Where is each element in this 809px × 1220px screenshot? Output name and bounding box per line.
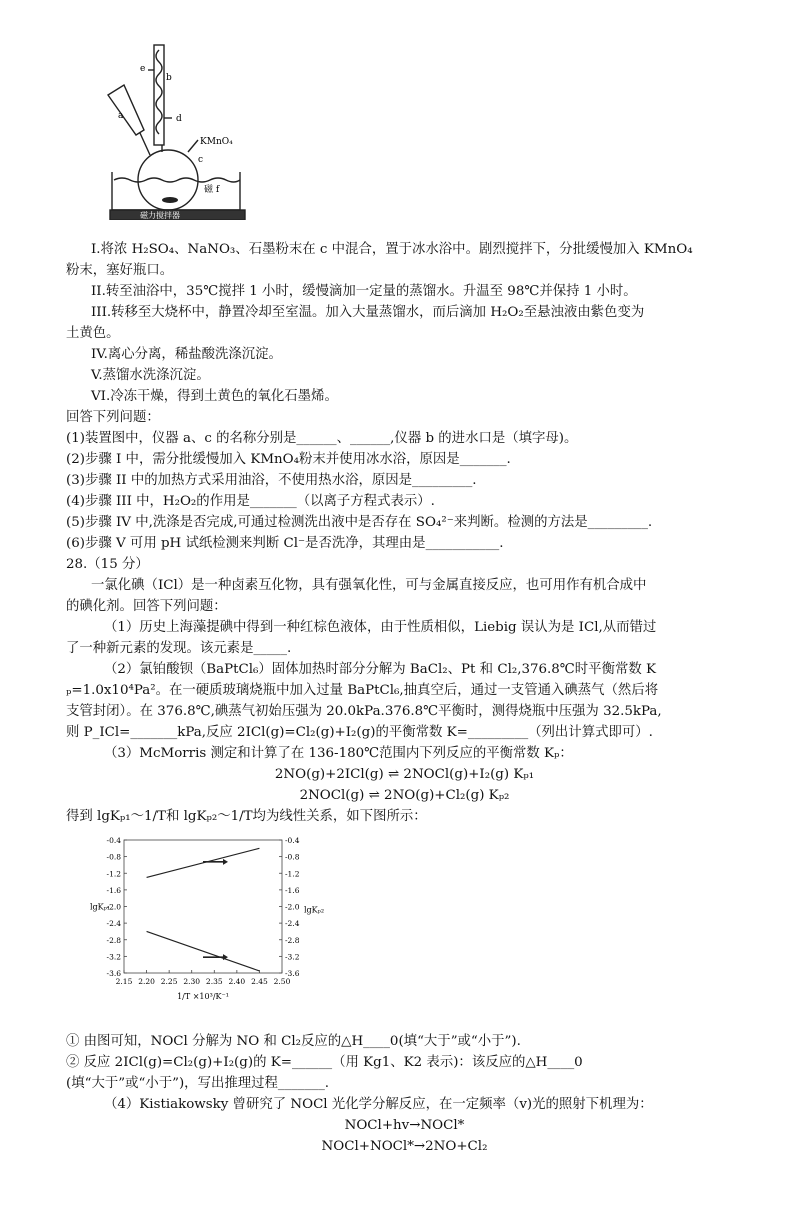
step-line: I.将浓 H₂SO₄、NaNO₃、石墨粉末在 c 中混合，置于冰水浴中。剧烈搅拌下，分批缓慢加入 KMnO₄ <box>91 242 693 257</box>
y-tick-label-right: -1.6 <box>285 885 300 895</box>
y-tick-label-right: -1.2 <box>285 869 300 879</box>
condenser-b <box>154 45 164 145</box>
y-tick-label-left: -3.6 <box>106 969 121 978</box>
x-tick-label: 2.50 <box>273 977 291 986</box>
y-tick-label-left: -3.2 <box>106 952 121 962</box>
q27-item: (4)步骤 III 中，H₂O₂的作用是_______（以离子方程式表示）. <box>66 494 435 509</box>
label-kmno4: KMnO₄ <box>200 137 233 147</box>
y-axis-label-right: lgKₚ₂ <box>304 905 325 915</box>
x-tick-label: 2.20 <box>138 977 155 986</box>
step-line: IV.离心分离，稀盐酸洗涤沉淀。 <box>91 347 282 362</box>
y-tick-label-right: -0.4 <box>285 836 300 845</box>
y-axis-label-left: lgKₚ₁ <box>90 902 111 912</box>
q27-item: (1)装置图中，仪器 a、c 的名称分别是______、______,仪器 b 的进水口是（填字母)。 <box>66 431 578 446</box>
q28-p1: 了一种新元素的发现。该元素是_____. <box>66 641 292 656</box>
y-tick-label-left: -0.8 <box>106 852 121 862</box>
y-tick-label-left: -1.6 <box>106 885 121 895</box>
y-tick-label-right: -0.8 <box>285 852 300 862</box>
label-b: b <box>166 73 172 83</box>
x-tick-label: 2.25 <box>160 977 178 986</box>
y-tick-label-right: -2.4 <box>285 919 300 929</box>
q27-item: (3)步骤 II 中的加热方式采用油浴，不使用热水浴，原因是_________. <box>66 473 477 488</box>
q28-p3: 得到 lgKₚ₁～1/T和 lgKₚ₂～1/T均为线性关系，如下图所示： <box>66 809 427 824</box>
y-tick-label-left: -2.4 <box>106 919 121 929</box>
x-tick-label: 2.30 <box>183 977 201 986</box>
series-line-lgKp1 <box>147 931 260 970</box>
y-tick-label-right: -3.6 <box>285 969 300 978</box>
q28-intro: 一氯化碘（ICl）是一种卤素互化物，具有强氧化性，可与金属直接反应，也可用作有机合成中 <box>91 578 647 593</box>
x-tick-label: 2.15 <box>115 977 133 986</box>
q27-item: (6)步骤 V 可用 pH 试纸检测来判断 Cl⁻是否洗净，其理由是___________. <box>66 536 504 551</box>
q28-s2: (填“大于”或“小于”)，写出推理过程_______. <box>66 1076 330 1091</box>
step-line: VI.冷冻干燥，得到土黄色的氧化石墨烯。 <box>91 389 338 404</box>
apparatus-diagram <box>100 40 270 220</box>
label-f: 磁 f <box>204 185 220 195</box>
step-line: 粉末，塞好瓶口。 <box>66 263 174 278</box>
x-axis-label: 1/T ×10³/K⁻¹ <box>177 992 229 1001</box>
q27-intro: 回答下列问题： <box>66 410 160 425</box>
step-line: 土黄色。 <box>66 326 120 341</box>
q28-s2: ② 反应 2ICl(g)=Cl₂(g)+I₂(g)的 K=______（用 Kg1、K2 表示)：该反应的△H____0 <box>66 1055 583 1070</box>
q28-p1: （1）历史上海藻提碘中得到一种红棕色液体，由于性质相似，Liebig 误认为是 ICl,从而错过 <box>104 620 657 635</box>
label-e: e <box>140 64 146 74</box>
series-line-lgKp2 <box>147 848 260 877</box>
q28-p2: 则 P_ICl=_______kPa,反应 2ICl(g)=Cl₂(g)+I₂(g)的平衡常数 K=_________（列出计算式即可）. <box>66 725 653 740</box>
q28-intro: 的碘化剂。回答下列问题： <box>66 599 227 614</box>
q27-item: (5)步骤 IV 中,洗涤是否完成,可通过检测洗出液中是否存在 SO₄²⁻来判断。检测的方法是_________. <box>66 515 653 530</box>
stirrer-label: 磁力搅拌器 <box>140 211 180 220</box>
step-line: III.转移至大烧杯中，静置冷却至室温。加入大量蒸馏水，而后滴加 H₂O₂至悬浊液由紫色变为 <box>91 305 645 320</box>
y-tick-label-left: -2.8 <box>106 935 121 945</box>
step-line: II.转至油浴中，35℃搅拌 1 小时，缓慢滴加一定量的蒸馏水。升温至 98℃并保持 1 小时。 <box>91 284 637 299</box>
q28-header: 28.（15 分） <box>66 557 149 572</box>
q27-item: (2)步骤 I 中，需分批缓慢加入 KMnO₄粉末并使用冰水浴，原因是_______. <box>66 452 511 467</box>
y-tick-label-left: -2.0 <box>106 902 121 912</box>
label-a: a <box>118 111 124 121</box>
x-tick-label: 2.45 <box>251 977 268 986</box>
q28-p2: （2）氯铂酸钡（BaPtCl₆）固体加热时部分分解为 BaCl₂、Pt 和 Cl₂,376.8℃时平衡常数 K <box>104 662 657 677</box>
label-d: d <box>176 114 182 124</box>
y-tick-label-right: -2.8 <box>285 935 300 945</box>
series-arrow-head <box>223 859 228 865</box>
y-tick-label-left: -1.2 <box>106 869 121 879</box>
step-line: V.蒸馏水洗涤沉淀。 <box>91 368 210 383</box>
label-c: c <box>198 155 204 165</box>
q28-p4: （4）Kistiakowsky 曾研究了 NOCl 光化学分解反应，在一定频率（v)光的照射下机理为： <box>104 1097 653 1112</box>
q28-p3: （3）McMorris 测定和计算了在 136-180℃范围内下列反应的平衡常数 Kₚ： <box>104 746 573 761</box>
lgK-chart <box>86 828 326 1003</box>
equation-2: 2NOCl(g) ⇌ 2NO(g)+Cl₂(g) Kₚ₂ <box>299 788 510 803</box>
x-tick-label: 2.40 <box>228 977 246 986</box>
funnel-a <box>108 85 144 135</box>
y-tick-label-right: -2.0 <box>285 902 300 912</box>
q28-s1: ① 由图可知，NOCl 分解为 NO 和 Cl₂反应的△H____0(填“大于”或“小于”). <box>66 1034 521 1049</box>
mechanism-1: NOCl+hv→NOCl* <box>344 1118 465 1133</box>
x-tick-label: 2.35 <box>205 977 223 986</box>
mechanism-2: NOCl+NOCl*→2NO+Cl₂ <box>321 1139 488 1154</box>
q28-p2: 支管封闭）。在 376.8℃,碘蒸气初始压强为 20.0kPa.376.8℃平衡时，测得烧瓶中压强为 32.5kPa, <box>66 704 662 719</box>
q28-p2: ₚ=1.0x10⁴Pa²。在一硬质玻璃烧瓶中加入过量 BaPtCl₆,抽真空后，通过一支管通入碘蒸气（然后将 <box>66 683 659 698</box>
equation-1: 2NO(g)+2ICl(g) ⇌ 2NOCl(g)+I₂(g) Kₚ₁ <box>274 767 535 782</box>
y-tick-label-left: -0.4 <box>106 836 121 845</box>
plot-frame <box>124 840 282 973</box>
y-tick-label-right: -3.2 <box>285 952 300 962</box>
